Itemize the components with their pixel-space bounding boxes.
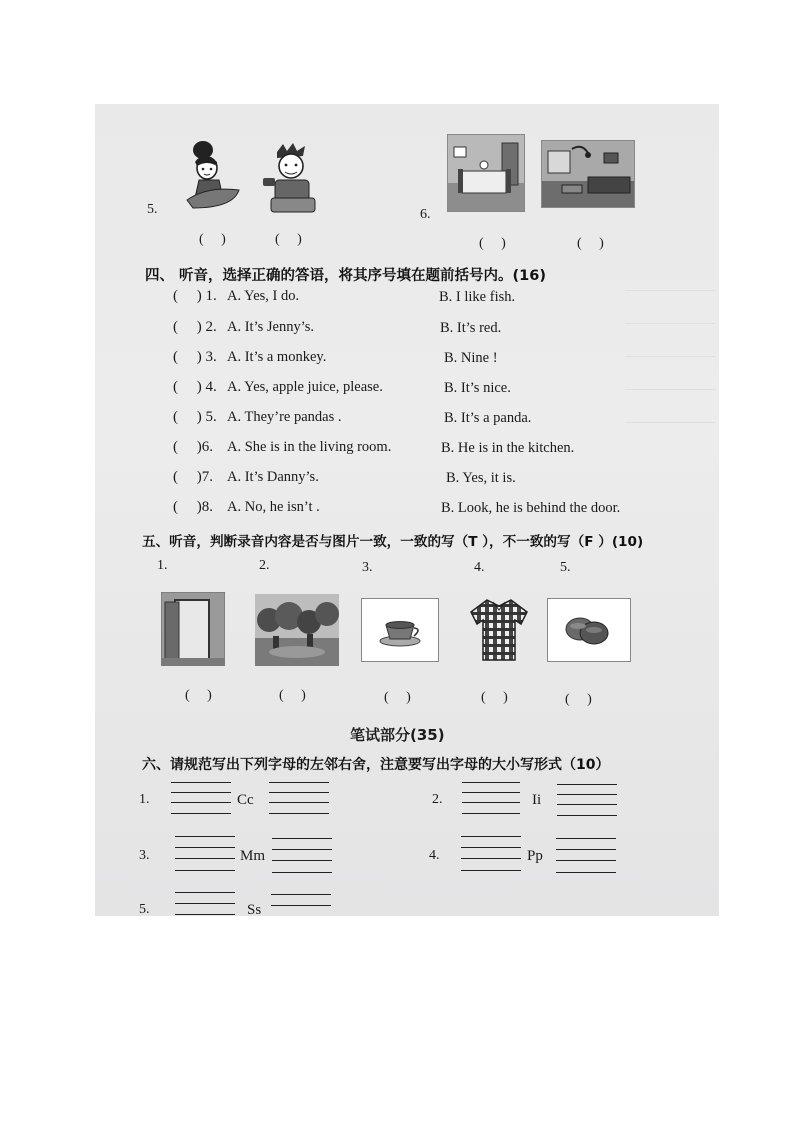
picture-number-3: 3.	[362, 560, 373, 575]
option-a: A. It’s Danny’s.	[227, 469, 319, 485]
letter-item-number: 1.	[139, 792, 150, 807]
picture-number-4: 4.	[474, 560, 485, 575]
cookies-icon	[548, 599, 630, 661]
written-part-title: 笔试部分(35)	[350, 726, 445, 744]
park-trees-icon	[255, 594, 339, 666]
question-mark[interactable]: ( )8.	[173, 499, 213, 515]
picture-number-2: 2.	[259, 558, 270, 573]
option-b: B. It’s nice.	[444, 380, 511, 396]
section-4-heading: 四、 听音，选择正确的答语，将其序号填在题前括号内。(16)	[145, 268, 546, 284]
item-5-label: 5.	[147, 202, 158, 217]
question-mark[interactable]: ( )7.	[173, 469, 213, 485]
kitchen-dining-icon	[447, 134, 525, 212]
section-5-heading: 五、听音，判断录音内容是否与图片一致，一致的写（T ），不一致的写（F ）(10)	[142, 534, 644, 550]
girl-icon	[167, 138, 247, 210]
option-b: B. It’s a panda.	[444, 410, 532, 426]
option-b: B. Yes, it is.	[446, 470, 516, 486]
answer-paren-pic4[interactable]: ( )	[481, 690, 508, 705]
teacup-frame	[361, 598, 439, 662]
letter-item-number: 5.	[139, 902, 150, 916]
picture-number-5: 5.	[560, 560, 571, 575]
writing-lines-right[interactable]	[556, 838, 616, 874]
writing-lines-right[interactable]	[272, 838, 332, 874]
option-a: A. Yes, I do.	[227, 288, 300, 304]
writing-lines-right[interactable]	[271, 894, 331, 916]
answer-paren-6b[interactable]: ( )	[577, 236, 604, 251]
writing-lines-left[interactable]	[175, 836, 235, 872]
exam-sheet	[95, 104, 719, 916]
writing-lines-left[interactable]	[171, 782, 231, 816]
answer-paren-6a[interactable]: ( )	[479, 236, 506, 251]
answer-paren-pic3[interactable]: ( )	[384, 690, 411, 705]
picture-number-1: 1.	[157, 558, 168, 573]
question-mark[interactable]: ( ) 3.	[173, 349, 217, 365]
option-b: B. He is in the kitchen.	[441, 440, 575, 456]
section-6-heading: 六、请规范写出下列字母的左邻右舍，注意要写出字母的大小写形式（10）	[142, 757, 610, 773]
option-a: A. Yes, apple juice, please.	[227, 379, 383, 395]
letter-item-number: 4.	[429, 848, 440, 863]
answer-paren-pic5[interactable]: ( )	[565, 692, 592, 707]
option-a: A. They’re pandas .	[227, 409, 342, 425]
option-b: B. I like fish.	[439, 289, 516, 305]
answer-paren-5a[interactable]: ( )	[199, 232, 226, 247]
answer-paren-5b[interactable]: ( )	[275, 232, 302, 247]
door-icon	[161, 592, 225, 666]
letter-pair: Ss	[247, 902, 262, 916]
option-a: A. It’s a monkey.	[227, 349, 327, 365]
option-b: B. Look, he is behind the door.	[441, 500, 621, 516]
option-a: A. She is in the living room.	[227, 439, 392, 455]
checked-shirt-icon	[469, 596, 529, 662]
option-a: A. No, he isn’t .	[227, 499, 320, 515]
writing-lines-right[interactable]	[557, 784, 617, 818]
letter-pair: Cc	[237, 792, 254, 808]
letter-pair: Pp	[527, 848, 543, 864]
item-6-label: 6.	[420, 207, 431, 222]
question-mark[interactable]: ( )6.	[173, 439, 213, 455]
writing-lines-left[interactable]	[462, 782, 520, 816]
letter-item-number: 2.	[432, 792, 443, 807]
boy-icon	[261, 142, 321, 214]
letter-pair: Ii	[532, 792, 542, 808]
question-mark[interactable]: ( ) 4.	[173, 379, 217, 395]
cookies-frame	[547, 598, 631, 662]
writing-lines-right[interactable]	[269, 782, 329, 816]
writing-lines-left[interactable]	[461, 836, 521, 872]
option-b: B. It’s red.	[440, 320, 502, 336]
question-mark[interactable]: ( ) 5.	[173, 409, 217, 425]
question-mark[interactable]: ( ) 1.	[173, 288, 217, 304]
letter-item-number: 3.	[139, 848, 150, 863]
teacup-icon	[362, 599, 438, 661]
letter-pair: Mm	[240, 848, 266, 864]
option-b: B. Nine !	[444, 350, 498, 366]
answer-paren-pic2[interactable]: ( )	[279, 688, 306, 703]
answer-paren-pic1[interactable]: ( )	[185, 688, 212, 703]
writing-lines-left[interactable]	[175, 892, 235, 916]
living-room-icon	[541, 140, 635, 208]
option-a: A. It’s Jenny’s.	[227, 319, 314, 335]
question-mark[interactable]: ( ) 2.	[173, 319, 217, 335]
